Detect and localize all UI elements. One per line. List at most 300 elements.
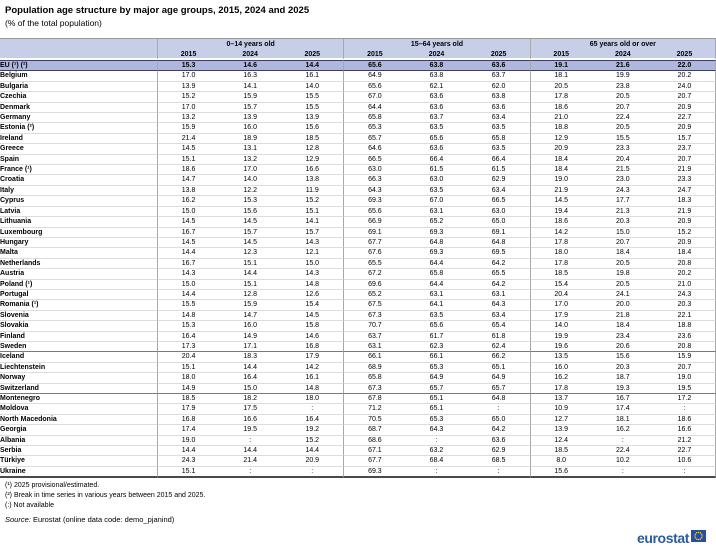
country-label: Belgium [0, 71, 157, 81]
footnotes [5, 481, 716, 511]
value-cell: 20.9 [654, 103, 716, 113]
group-header-spacer [0, 39, 157, 50]
value-cell: 67.6 [343, 248, 405, 258]
value-cell: 65.0 [468, 217, 530, 227]
value-cell: 63.6 [468, 436, 530, 446]
value-cell: 64.8 [468, 238, 530, 248]
value-cell: 18.0 [281, 394, 343, 404]
value-cell: 66.5 [468, 196, 530, 206]
value-cell: 19.0 [654, 373, 716, 383]
value-cell: 21.0 [654, 280, 716, 290]
country-label: Denmark [0, 103, 157, 113]
value-cell: 18.5 [530, 269, 592, 279]
value-cell: 15.7 [219, 103, 281, 113]
population-age-structure-table [0, 38, 716, 478]
value-cell: 64.1 [405, 300, 467, 310]
value-cell: 14.2 [530, 228, 592, 238]
value-cell: 63.8 [405, 60, 467, 71]
table-row [0, 300, 716, 310]
value-cell: 24.1 [592, 290, 654, 300]
table-row [0, 425, 716, 435]
value-cell: 14.9 [157, 384, 219, 394]
value-cell: 63.5 [405, 186, 467, 196]
country-label: Bulgaria [0, 82, 157, 92]
country-label: Germany [0, 113, 157, 123]
value-cell: 14.7 [157, 175, 219, 185]
country-label: Iceland [0, 352, 157, 362]
country-label: Montenegro [0, 394, 157, 404]
value-cell: 17.0 [157, 71, 219, 81]
value-cell: 19.2 [281, 425, 343, 435]
value-cell: 64.8 [405, 238, 467, 248]
value-cell: 17.4 [157, 425, 219, 435]
value-cell: 63.1 [405, 207, 467, 217]
value-cell: 20.0 [592, 300, 654, 310]
value-cell: 63.5 [468, 123, 530, 133]
country-label: Netherlands [0, 259, 157, 269]
value-cell: 69.1 [468, 228, 530, 238]
value-cell: 23.0 [592, 175, 654, 185]
country-label: Czechia [0, 92, 157, 102]
value-cell: : [654, 404, 716, 414]
value-cell: 16.1 [281, 373, 343, 383]
value-cell: 14.2 [281, 363, 343, 373]
value-cell: 21.4 [157, 134, 219, 144]
value-cell: 16.1 [281, 71, 343, 81]
country-label: Norway [0, 373, 157, 383]
value-cell: 16.0 [530, 363, 592, 373]
value-cell: 15.5 [281, 92, 343, 102]
footnote-1: (¹) 2025 provisional/estimated. [5, 482, 100, 490]
group-header-row [0, 39, 716, 50]
value-cell: 69.1 [343, 228, 405, 238]
table-row [0, 144, 716, 154]
value-cell: 20.3 [592, 217, 654, 227]
page-title: Population age structure by major age groups, 2015, 2024 and 2025 [5, 5, 310, 16]
value-cell: 63.6 [468, 103, 530, 113]
value-cell: 17.5 [219, 404, 281, 414]
value-cell: 14.8 [281, 384, 343, 394]
table-row [0, 404, 716, 414]
country-label: Austria [0, 269, 157, 279]
value-cell: 10.9 [530, 404, 592, 414]
value-cell: 15.0 [157, 207, 219, 217]
value-cell: 18.5 [157, 394, 219, 404]
country-label: Finland [0, 332, 157, 342]
value-cell: 14.1 [219, 82, 281, 92]
value-cell: 64.8 [468, 394, 530, 404]
table-row [0, 60, 716, 71]
source-label: Source: [5, 515, 31, 525]
value-cell: 16.4 [157, 332, 219, 342]
year-header: 2025 [468, 50, 530, 60]
value-cell: 14.4 [157, 290, 219, 300]
value-cell: 71.2 [343, 404, 405, 414]
value-cell: 17.0 [157, 103, 219, 113]
value-cell: 65.2 [405, 217, 467, 227]
value-cell: 18.5 [530, 446, 592, 456]
value-cell: 18.4 [592, 321, 654, 331]
value-cell: 14.4 [219, 446, 281, 456]
year-header: 2024 [592, 50, 654, 60]
value-cell: 62.0 [468, 82, 530, 92]
year-header: 2025 [654, 50, 716, 60]
value-cell: 14.0 [530, 321, 592, 331]
value-cell: 15.3 [157, 321, 219, 331]
value-cell: 64.4 [343, 103, 405, 113]
value-cell: 19.6 [530, 342, 592, 352]
country-label: Sweden [0, 342, 157, 352]
value-cell: 17.1 [219, 342, 281, 352]
value-cell: 64.6 [343, 144, 405, 154]
value-cell: 20.7 [654, 92, 716, 102]
value-cell: 18.1 [530, 71, 592, 81]
value-cell: : [405, 467, 467, 478]
value-cell: 68.5 [468, 456, 530, 466]
value-cell: 15.6 [592, 352, 654, 362]
value-cell: 67.2 [343, 269, 405, 279]
page-subtitle: (% of the total population) [5, 18, 102, 28]
eu-flag-icon [691, 529, 706, 547]
value-cell: 15.9 [157, 123, 219, 133]
value-cell: 19.9 [530, 332, 592, 342]
table-row [0, 196, 716, 206]
value-cell: 17.9 [281, 352, 343, 362]
value-cell: : [468, 467, 530, 478]
value-cell: : [592, 436, 654, 446]
country-label: Italy [0, 186, 157, 196]
value-cell: 19.8 [592, 269, 654, 279]
value-cell: 65.1 [405, 394, 467, 404]
value-cell: 16.0 [219, 321, 281, 331]
table-row [0, 436, 716, 446]
footnote-3: (:) Not available [5, 502, 55, 510]
value-cell: 17.8 [530, 238, 592, 248]
value-cell: 16.2 [530, 373, 592, 383]
value-cell: 66.4 [405, 155, 467, 165]
value-cell: 24.0 [654, 82, 716, 92]
year-header-spacer [0, 50, 157, 60]
value-cell: 69.3 [343, 467, 405, 478]
value-cell: 13.7 [530, 394, 592, 404]
value-cell: 10.6 [654, 456, 716, 466]
value-cell: 62.3 [405, 342, 467, 352]
value-cell: 15.3 [219, 196, 281, 206]
value-cell: 65.8 [405, 269, 467, 279]
value-cell: 64.4 [405, 259, 467, 269]
value-cell: 65.6 [343, 207, 405, 217]
value-cell: 62.9 [468, 175, 530, 185]
country-label: Georgia [0, 425, 157, 435]
table-row [0, 280, 716, 290]
value-cell: 23.3 [654, 175, 716, 185]
country-label: Türkiye [0, 456, 157, 466]
country-label: Spain [0, 155, 157, 165]
country-label: Poland (¹) [0, 280, 157, 290]
value-cell: 13.8 [157, 186, 219, 196]
value-cell: 14.5 [157, 144, 219, 154]
value-cell: 18.4 [592, 248, 654, 258]
value-cell: 65.3 [405, 363, 467, 373]
value-cell: 62.1 [405, 82, 467, 92]
value-cell: 18.8 [530, 123, 592, 133]
value-cell: 19.9 [592, 71, 654, 81]
value-cell: 18.8 [654, 321, 716, 331]
value-cell: 22.4 [592, 446, 654, 456]
value-cell: 12.2 [219, 186, 281, 196]
value-cell: 15.5 [592, 134, 654, 144]
group-header-65-over: 65 years old or over [530, 39, 716, 50]
value-cell: 19.0 [157, 436, 219, 446]
table-row [0, 155, 716, 165]
value-cell: 65.4 [468, 321, 530, 331]
value-cell: 20.7 [592, 103, 654, 113]
value-cell: 15.2 [281, 196, 343, 206]
value-cell: 15.0 [157, 280, 219, 290]
value-cell: 16.7 [157, 259, 219, 269]
value-cell: 24.3 [592, 186, 654, 196]
value-cell: 20.9 [281, 456, 343, 466]
year-header-row [0, 50, 716, 60]
group-header-15-64: 15–64 years old [343, 39, 529, 50]
value-cell: 21.3 [592, 207, 654, 217]
value-cell: 67.5 [343, 300, 405, 310]
value-cell: 69.3 [405, 228, 467, 238]
value-cell: 10.2 [592, 456, 654, 466]
value-cell: 14.0 [219, 175, 281, 185]
value-cell: 18.0 [530, 248, 592, 258]
value-cell: 20.7 [654, 155, 716, 165]
country-label: France (¹) [0, 165, 157, 175]
country-label: Ireland [0, 134, 157, 144]
value-cell: 24.3 [157, 456, 219, 466]
table-row [0, 113, 716, 123]
value-cell: 65.6 [343, 60, 405, 71]
value-cell: 15.7 [219, 228, 281, 238]
value-cell: 18.0 [157, 373, 219, 383]
value-cell: 15.4 [530, 280, 592, 290]
value-cell: 64.9 [468, 373, 530, 383]
value-cell: 17.4 [592, 404, 654, 414]
country-label: Albania [0, 436, 157, 446]
country-label: Slovakia [0, 321, 157, 331]
table-row [0, 363, 716, 373]
value-cell: 67.7 [343, 238, 405, 248]
value-cell: 64.2 [468, 280, 530, 290]
value-cell: 70.7 [343, 321, 405, 331]
value-cell: 14.4 [281, 446, 343, 456]
country-label: Luxembourg [0, 228, 157, 238]
value-cell: 20.5 [592, 123, 654, 133]
value-cell: 68.4 [405, 456, 467, 466]
year-header: 2024 [405, 50, 467, 60]
table-row [0, 446, 716, 456]
value-cell: 66.1 [405, 352, 467, 362]
country-label: Lithuania [0, 217, 157, 227]
value-cell: 16.2 [592, 425, 654, 435]
value-cell: 23.3 [592, 144, 654, 154]
value-cell: 23.6 [654, 332, 716, 342]
value-cell: : [468, 404, 530, 414]
value-cell: 16.6 [281, 165, 343, 175]
value-cell: 20.7 [654, 363, 716, 373]
country-label: Estonia (²) [0, 123, 157, 133]
value-cell: 66.1 [343, 352, 405, 362]
table-row [0, 332, 716, 342]
value-cell: 20.2 [654, 71, 716, 81]
value-cell: 14.5 [219, 238, 281, 248]
value-cell: 14.0 [281, 82, 343, 92]
country-label: Hungary [0, 238, 157, 248]
value-cell: 12.8 [281, 144, 343, 154]
value-cell: 63.0 [405, 175, 467, 185]
value-cell: 63.8 [468, 92, 530, 102]
value-cell: 22.7 [654, 113, 716, 123]
value-cell: 17.8 [530, 259, 592, 269]
value-cell: 63.0 [468, 207, 530, 217]
value-cell: 14.6 [219, 60, 281, 71]
value-cell: 18.9 [219, 134, 281, 144]
table-header [0, 39, 716, 60]
value-cell: 20.9 [654, 123, 716, 133]
value-cell: 13.9 [281, 113, 343, 123]
value-cell: 15.2 [157, 92, 219, 102]
table-row [0, 82, 716, 92]
value-cell: 64.9 [343, 71, 405, 81]
value-cell: 20.5 [592, 280, 654, 290]
table-row [0, 175, 716, 185]
value-cell: 21.2 [654, 436, 716, 446]
value-cell: 15.5 [157, 300, 219, 310]
table-row [0, 384, 716, 394]
value-cell: 68.6 [343, 436, 405, 446]
value-cell: 63.4 [468, 311, 530, 321]
value-cell: 20.5 [592, 92, 654, 102]
value-cell: 19.1 [530, 60, 592, 71]
value-cell: 64.2 [468, 425, 530, 435]
value-cell: 65.7 [468, 384, 530, 394]
value-cell: 65.3 [405, 415, 467, 425]
table-row [0, 467, 716, 478]
value-cell: 19.3 [592, 384, 654, 394]
value-cell: 65.7 [405, 384, 467, 394]
value-cell: 63.0 [343, 165, 405, 175]
table-row [0, 415, 716, 425]
value-cell: 16.6 [654, 425, 716, 435]
table-row [0, 238, 716, 248]
footnote-2: (²) Break in time series in various years between 2015 and 2025. [5, 492, 206, 500]
value-cell: 65.5 [468, 269, 530, 279]
value-cell: 16.7 [592, 394, 654, 404]
table-row [0, 186, 716, 196]
value-cell: 63.4 [468, 186, 530, 196]
value-cell: 18.6 [157, 165, 219, 175]
value-cell: 14.3 [281, 269, 343, 279]
value-cell: 20.5 [592, 259, 654, 269]
value-cell: 23.8 [592, 82, 654, 92]
value-cell: 17.8 [530, 92, 592, 102]
value-cell: : [219, 436, 281, 446]
value-cell: 15.6 [219, 207, 281, 217]
value-cell: 20.7 [592, 238, 654, 248]
value-cell: 23.4 [592, 332, 654, 342]
value-cell: 14.4 [157, 446, 219, 456]
value-cell: 15.1 [281, 207, 343, 217]
value-cell: 16.3 [219, 71, 281, 81]
value-cell: 68.7 [343, 425, 405, 435]
value-cell: 23.7 [654, 144, 716, 154]
value-cell: 15.9 [654, 352, 716, 362]
source-line [5, 515, 716, 524]
value-cell: 21.0 [530, 113, 592, 123]
year-header: 2015 [530, 50, 592, 60]
value-cell: 13.5 [530, 352, 592, 362]
value-cell: 66.2 [468, 352, 530, 362]
value-cell: 20.3 [592, 363, 654, 373]
value-cell: 15.0 [281, 259, 343, 269]
table-row [0, 134, 716, 144]
value-cell: 16.6 [219, 415, 281, 425]
country-label: EU (¹) (²) [0, 60, 157, 71]
country-label: Portugal [0, 290, 157, 300]
value-cell: 14.7 [219, 311, 281, 321]
value-cell: 69.6 [343, 280, 405, 290]
value-cell: 19.5 [219, 425, 281, 435]
value-cell: 69.5 [468, 248, 530, 258]
country-label: Croatia [0, 175, 157, 185]
value-cell: 15.1 [157, 363, 219, 373]
value-cell: 15.2 [281, 436, 343, 446]
value-cell: 63.6 [405, 144, 467, 154]
value-cell: 61.8 [468, 332, 530, 342]
value-cell: 15.1 [219, 259, 281, 269]
value-cell: 20.8 [654, 259, 716, 269]
value-cell: 64.9 [405, 373, 467, 383]
value-cell: 12.7 [530, 415, 592, 425]
value-cell: 16.7 [157, 228, 219, 238]
table-body [0, 60, 716, 478]
value-cell: 16.8 [281, 342, 343, 352]
value-cell: 67.7 [343, 456, 405, 466]
table-row [0, 321, 716, 331]
year-header: 2024 [219, 50, 281, 60]
value-cell: 15.1 [157, 467, 219, 478]
table-row [0, 311, 716, 321]
value-cell: 63.1 [343, 342, 405, 352]
value-cell: 20.4 [592, 155, 654, 165]
value-cell: 61.5 [405, 165, 467, 175]
value-cell: 16.0 [219, 123, 281, 133]
value-cell: 14.4 [219, 363, 281, 373]
value-cell: 65.8 [468, 134, 530, 144]
value-cell: 15.7 [281, 228, 343, 238]
value-cell: 14.4 [219, 269, 281, 279]
value-cell: 63.6 [405, 103, 467, 113]
value-cell: 24.3 [654, 290, 716, 300]
value-cell: 63.8 [405, 71, 467, 81]
value-cell: 63.6 [405, 92, 467, 102]
value-cell: : [281, 404, 343, 414]
value-cell: 63.7 [343, 332, 405, 342]
country-label: Liechtenstein [0, 363, 157, 373]
table-row [0, 103, 716, 113]
value-cell: : [592, 467, 654, 478]
country-label: Serbia [0, 446, 157, 456]
country-label: Moldova [0, 404, 157, 414]
value-cell: 66.9 [343, 217, 405, 227]
value-cell: 65.6 [405, 134, 467, 144]
value-cell: 20.8 [654, 342, 716, 352]
